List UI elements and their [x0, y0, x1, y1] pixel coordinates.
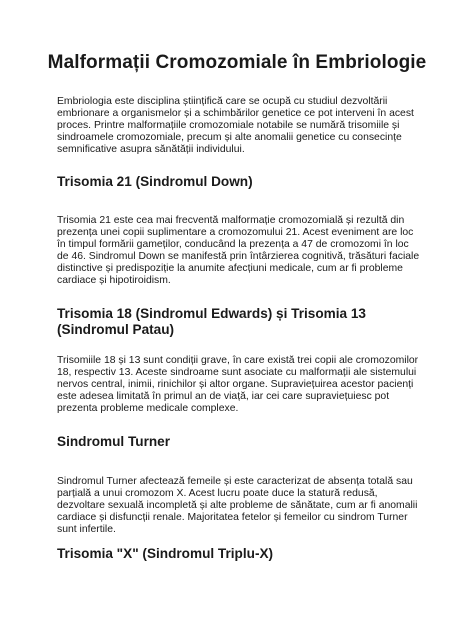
section-heading-trisomy-21: Trisomia 21 (Sindromul Down): [57, 174, 253, 189]
section-body-trisomy-21: Trisomia 21 este cea mai frecventă malformație cromozomială și rezultă din prezența unei copii suplimentare a cromozomului 21. Acest eveniment are loc în timpul formării gameților, conducând la prezența a 47 de cromozomi în loc de 46. Sindromul Down se manifestă prin întârzierea cognitivă, trăsături faciale distinctive și predispoziție la anumite afecțiuni medicale, cum ar fi probleme cardiace și hipotiroidism.: [57, 215, 420, 287]
section-heading-trisomy-18-13: Trisomia 18 (Sindromul Edwards) și Trisomia 13 (Sindromul Patau): [57, 306, 366, 337]
section-heading-turner: Sindromul Turner: [57, 434, 171, 449]
document-title: Malformații Cromozomiale în Embriologie: [47, 52, 427, 73]
section-heading-triple-x: Trisomia "X" (Sindromul Triplu-X): [57, 546, 274, 561]
section-body-trisomy-18-13: Trisomiile 18 și 13 sunt condiții grave, în care există trei copii ale cromozomilor 18, respectiv 13. Aceste sindroame sunt asociate cu malformații ale sistemului nervos central, inimii, rinichilor și altor organe. Supraviețuirea acestor pacienți este adesea limitată în primul an de viață, iar cei care supraviețuiesc pot prezenta probleme medicale complexe.: [57, 355, 419, 415]
section-body-turner: Sindromul Turner afectează femeile și este caracterizat de absența totală sau parțială a unui cromozom X. Acest lucru poate duce la statură redusă, dezvoltare sexuală incompletă și alte probleme de sănătate, cum ar fi anomalii cardiace și disfuncții renale. Majoritatea fetelor și femeilor cu sindrom Turner sunt infertile.: [57, 476, 418, 536]
intro-paragraph: Embriologia este disciplina științifică care se ocupă cu studiul dezvoltării embrionare a organismelor și a schimbărilor genetice ce pot interveni în acest proces. Printre malformațiile cromozomiale notabile se numără trisomiile și sindroamele cromozomiale, precum și alte anomalii genetice cu consecințe semnificative asupra sănătății individului.: [57, 96, 414, 156]
